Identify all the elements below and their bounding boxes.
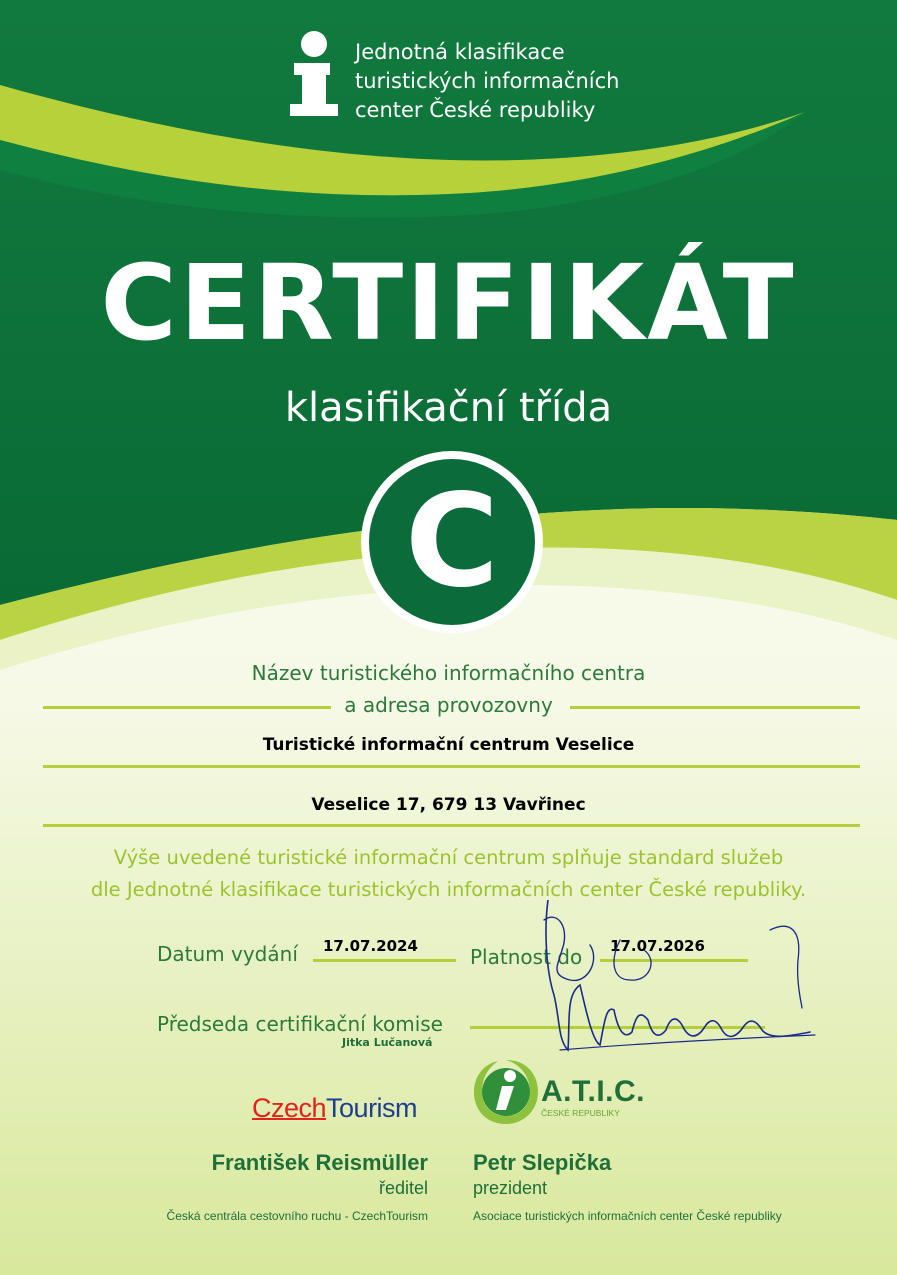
certificate-title: CERTIFIKÁT (100, 242, 797, 364)
issue-date-label: Datum vydání (157, 942, 298, 966)
center-name-label-line1: Název turistického informačního centra (251, 661, 646, 685)
center-name: Turistické informační centrum Veselice (262, 735, 635, 755)
info-i-icon (286, 30, 342, 120)
atic-role: prezident (473, 1178, 548, 1198)
certificate-subtitle: klasifikační třída (284, 385, 613, 431)
atic-logo-title: A.T.I.C. (541, 1075, 646, 1108)
czechtourism-role: ředitel (378, 1178, 428, 1198)
divider-line (43, 765, 860, 768)
header-line: Jednotná klasifikace (355, 40, 565, 64)
czechtourism-logo-part1: Czech (252, 1093, 327, 1123)
class-letter: C (369, 459, 535, 625)
divider-line (43, 824, 860, 827)
header-text (355, 38, 619, 125)
handwritten-signature (540, 900, 820, 1060)
atic-logo-subtitle: ČESKÉ REPUBLIKY (541, 1108, 620, 1118)
chair-label: Předseda certifikační komise (157, 1012, 443, 1036)
validity-label: Platnost do (470, 945, 583, 969)
issue-date-line (313, 959, 456, 962)
czechtourism-logo (252, 1093, 417, 1124)
atic-logo-icon (472, 1058, 540, 1126)
atic-logo-text (541, 1076, 645, 1118)
center-name-label-line2: a adresa provozovny (344, 693, 553, 717)
class-badge (361, 451, 543, 633)
statement-line2: dle Jednotné klasifikace turistických informačních center České republiky. (90, 878, 807, 901)
czechtourism-org: Česká centrála cestovního ruchu - CzechTourism (166, 1209, 428, 1223)
header-line: center České republiky (355, 98, 596, 122)
header-line: turistických informačních (355, 69, 620, 93)
issue-date-value: 17.07.2024 (323, 937, 418, 955)
atic-org: Asociace turistických informačních center České republiky (473, 1209, 782, 1223)
statement-line1: Výše uvedené turistické informační centrum splňuje standard služeb (113, 846, 784, 869)
czechtourism-logo-part2: Tourism (326, 1093, 418, 1123)
chair-name: Jitka Lučanová (342, 1036, 433, 1049)
atic-signatory: Petr Slepička (473, 1150, 612, 1175)
czechtourism-signatory: František Reismüller (211, 1150, 428, 1175)
validity-value: 17.07.2026 (610, 937, 705, 955)
center-name-label (0, 657, 897, 721)
center-address: Veselice 17, 679 13 Vavřinec (311, 795, 586, 815)
certification-statement (0, 842, 897, 906)
divider-line (43, 706, 331, 709)
divider-line (570, 706, 860, 709)
